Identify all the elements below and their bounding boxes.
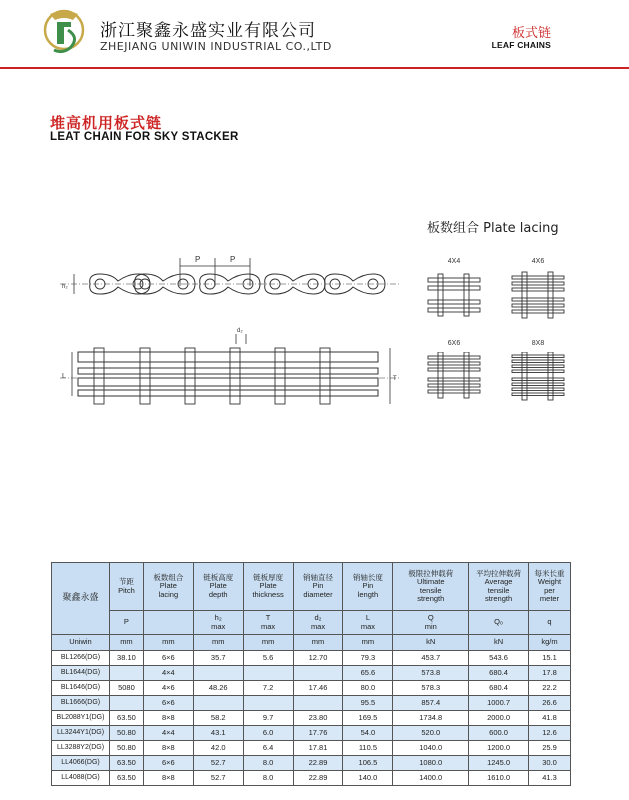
cell-pitch: 63.50 [109, 711, 143, 726]
cell-lacing: 8×8 [143, 711, 193, 726]
cell-depth [193, 666, 243, 681]
cell-weight: 25.9 [529, 741, 571, 756]
cell-lacing: 4×4 [143, 726, 193, 741]
cell-length: 79.3 [343, 651, 393, 666]
cell-ultimate: 578.3 [393, 681, 469, 696]
header-pin-length: 销轴长度 Pin length [343, 563, 393, 611]
cell-average: 1610.0 [469, 771, 529, 786]
cell-weight: 41.8 [529, 711, 571, 726]
lacing-label: 4X4 [447, 258, 461, 265]
cell-lacing: 6×6 [143, 696, 193, 711]
cell-model: LL4066(DG) [52, 756, 110, 771]
header-thickness: 链板厚度 Plate thickness [243, 563, 293, 611]
cell-weight: 17.8 [529, 666, 571, 681]
cell-pitch: 38.10 [109, 651, 143, 666]
cell-lacing: 6×6 [143, 756, 193, 771]
page-title-en: LEAT CHAIN FOR SKY STACKER [50, 131, 239, 143]
table-body [52, 651, 571, 786]
table-row [52, 651, 571, 666]
cell-pin: 17.46 [293, 681, 343, 696]
cell-length: 169.5 [343, 711, 393, 726]
cell-depth: 42.0 [193, 741, 243, 756]
sym-ultimate: Q min [393, 611, 469, 635]
cell-pin: 23.80 [293, 711, 343, 726]
cell-ultimate: 1734.8 [393, 711, 469, 726]
lacing-label: 6X6 [447, 340, 461, 347]
table-row [52, 666, 571, 681]
lacing-4x4-icon [424, 270, 484, 326]
cell-average: 543.6 [469, 651, 529, 666]
header-ultimate-strength: 极限拉伸载荷 Ultimate tensile strength [393, 563, 469, 611]
cell-lacing: 4×4 [143, 666, 193, 681]
section-title-en: LEAF CHAINS [491, 40, 551, 50]
cell-model: BL1644(DG) [52, 666, 110, 681]
cell-thickness: 8.0 [243, 771, 293, 786]
header-weight: 每米长重 Weight per meter [529, 563, 571, 611]
cell-pitch [109, 696, 143, 711]
cell-average: 680.4 [469, 681, 529, 696]
header-pitch: 节距 Pitch [109, 563, 143, 611]
cell-average: 680.4 [469, 666, 529, 681]
cell-ultimate: 573.8 [393, 666, 469, 681]
lacing-label: 8X8 [531, 340, 545, 347]
cell-model: BL1646(DG) [52, 681, 110, 696]
cell-model: BL1266(DG) [52, 651, 110, 666]
sym-pin-diameter: d₂ max [293, 611, 343, 635]
cell-ultimate: 520.0 [393, 726, 469, 741]
header-model-en: Uniwin [52, 635, 110, 651]
cell-pitch: 5080 [109, 681, 143, 696]
leaf-chain-spec-table [51, 562, 571, 786]
cell-model: LL3244Y1(DG) [52, 726, 110, 741]
cell-pitch: 63.50 [109, 756, 143, 771]
cell-length: 65.6 [343, 666, 393, 681]
cell-length: 140.0 [343, 771, 393, 786]
sym-pitch: P [109, 611, 143, 635]
cell-average: 2000.0 [469, 711, 529, 726]
chain-technical-drawing [60, 248, 400, 418]
company-name-en: ZHEJIANG UNIWIN INDUSTRIAL CO.,LTD [100, 40, 332, 53]
table-unit-row [52, 635, 571, 651]
cell-thickness: 6.4 [243, 741, 293, 756]
cell-length: 80.0 [343, 681, 393, 696]
table-row [52, 726, 571, 741]
cell-length: 54.0 [343, 726, 393, 741]
cell-lacing: 6×6 [143, 651, 193, 666]
cell-ultimate: 1400.0 [393, 771, 469, 786]
lacing-6x6-icon [424, 352, 484, 408]
cell-depth: 35.7 [193, 651, 243, 666]
pin-length-label: L [62, 373, 66, 380]
table-symbol-row [52, 611, 571, 635]
header-lacing: 板数组合 Plate lacing [143, 563, 193, 611]
sym-average: Q₀ [469, 611, 529, 635]
table-row [52, 711, 571, 726]
lacing-diagram-4x4 [424, 258, 484, 328]
table-row [52, 696, 571, 711]
cell-pin: 17.81 [293, 741, 343, 756]
cell-thickness: 9.7 [243, 711, 293, 726]
cell-lacing: 4×6 [143, 681, 193, 696]
sym-depth: h₂ max [193, 611, 243, 635]
section-title-cn: 板式链 [511, 26, 551, 41]
cell-thickness: 5.6 [243, 651, 293, 666]
cell-pitch: 50.80 [109, 726, 143, 741]
pitch-label-2: P [230, 255, 236, 264]
cell-ultimate: 1080.0 [393, 756, 469, 771]
lacing-diagram-4x6 [508, 258, 568, 328]
cell-average: 1000.7 [469, 696, 529, 711]
header-pin-diameter: 销轴直径 Pin diameter [293, 563, 343, 611]
unit-weight: kg/m [529, 635, 571, 651]
page-title-cn: 堆高机用板式链 [50, 114, 163, 132]
cell-model: BL2088Y1(DG) [52, 711, 110, 726]
cell-pin: 22.89 [293, 756, 343, 771]
unit-pitch: mm [109, 635, 143, 651]
cell-pin: 22.89 [293, 771, 343, 786]
sym-pin-length: L max [343, 611, 393, 635]
cell-thickness [243, 666, 293, 681]
header-depth: 链板高度 Plate depth [193, 563, 243, 611]
cell-depth: 58.2 [193, 711, 243, 726]
company-logo-icon [40, 6, 86, 58]
table-row [52, 756, 571, 771]
table-row [52, 681, 571, 696]
unit-lacing: mm [143, 635, 193, 651]
lacing-label: 4X6 [531, 258, 545, 265]
cell-weight: 15.1 [529, 651, 571, 666]
thickness-label: T [393, 376, 397, 382]
cell-lacing: 8×8 [143, 771, 193, 786]
table-row [52, 771, 571, 786]
cell-length: 110.5 [343, 741, 393, 756]
cell-depth: 48.26 [193, 681, 243, 696]
plate-lacing-title: 板数组合 Plate lacing [427, 221, 559, 236]
cell-model: LL4088(DG) [52, 771, 110, 786]
cell-depth: 52.7 [193, 771, 243, 786]
cell-pin [293, 666, 343, 681]
page-header [0, 0, 629, 70]
cell-model: LL3288Y2(DG) [52, 741, 110, 756]
table-row [52, 741, 571, 756]
cell-thickness: 8.0 [243, 756, 293, 771]
cell-weight: 41.3 [529, 771, 571, 786]
cell-model: BL1666(DG) [52, 696, 110, 711]
header-model-cn: 聚鑫永盛 [52, 563, 110, 635]
table-header-row [52, 563, 571, 611]
pitch-label-1: P [195, 255, 201, 264]
lacing-diagram-6x6 [424, 340, 484, 410]
cell-average: 1200.0 [469, 741, 529, 756]
cell-weight: 22.2 [529, 681, 571, 696]
company-name-cn: 浙江聚鑫永盛实业有限公司 [100, 21, 316, 41]
cell-average: 600.0 [469, 726, 529, 741]
unit-pin-length: mm [343, 635, 393, 651]
cell-length: 106.5 [343, 756, 393, 771]
pin-diameter-label: d₂ [237, 328, 243, 334]
depth-label: h₂ [62, 284, 68, 290]
cell-pin [293, 696, 343, 711]
lacing-diagram-8x8 [508, 340, 568, 410]
cell-weight: 26.6 [529, 696, 571, 711]
cell-pin: 17.76 [293, 726, 343, 741]
cell-ultimate: 857.4 [393, 696, 469, 711]
header-average-strength: 平均拉伸载荷 Average tensile strength [469, 563, 529, 611]
unit-depth: mm [193, 635, 243, 651]
cell-thickness: 6.0 [243, 726, 293, 741]
cell-lacing: 8×8 [143, 741, 193, 756]
unit-thickness: mm [243, 635, 293, 651]
cell-weight: 12.6 [529, 726, 571, 741]
cell-depth: 43.1 [193, 726, 243, 741]
cell-pin: 12.70 [293, 651, 343, 666]
cell-pitch: 63.50 [109, 771, 143, 786]
header-divider [0, 67, 629, 69]
sym-thickness: T max [243, 611, 293, 635]
cell-ultimate: 1040.0 [393, 741, 469, 756]
cell-length: 95.5 [343, 696, 393, 711]
cell-depth: 52.7 [193, 756, 243, 771]
cell-ultimate: 453.7 [393, 651, 469, 666]
lacing-8x8-icon [508, 352, 568, 408]
cell-thickness: 7.2 [243, 681, 293, 696]
cell-average: 1245.0 [469, 756, 529, 771]
unit-ultimate: kN [393, 635, 469, 651]
unit-pin-diameter: mm [293, 635, 343, 651]
unit-average: kN [469, 635, 529, 651]
cell-weight: 30.0 [529, 756, 571, 771]
cell-pitch [109, 666, 143, 681]
cell-depth [193, 696, 243, 711]
sym-lacing [143, 611, 193, 635]
sym-weight: q [529, 611, 571, 635]
cell-thickness [243, 696, 293, 711]
cell-pitch: 50.80 [109, 741, 143, 756]
lacing-4x6-icon [508, 270, 568, 326]
